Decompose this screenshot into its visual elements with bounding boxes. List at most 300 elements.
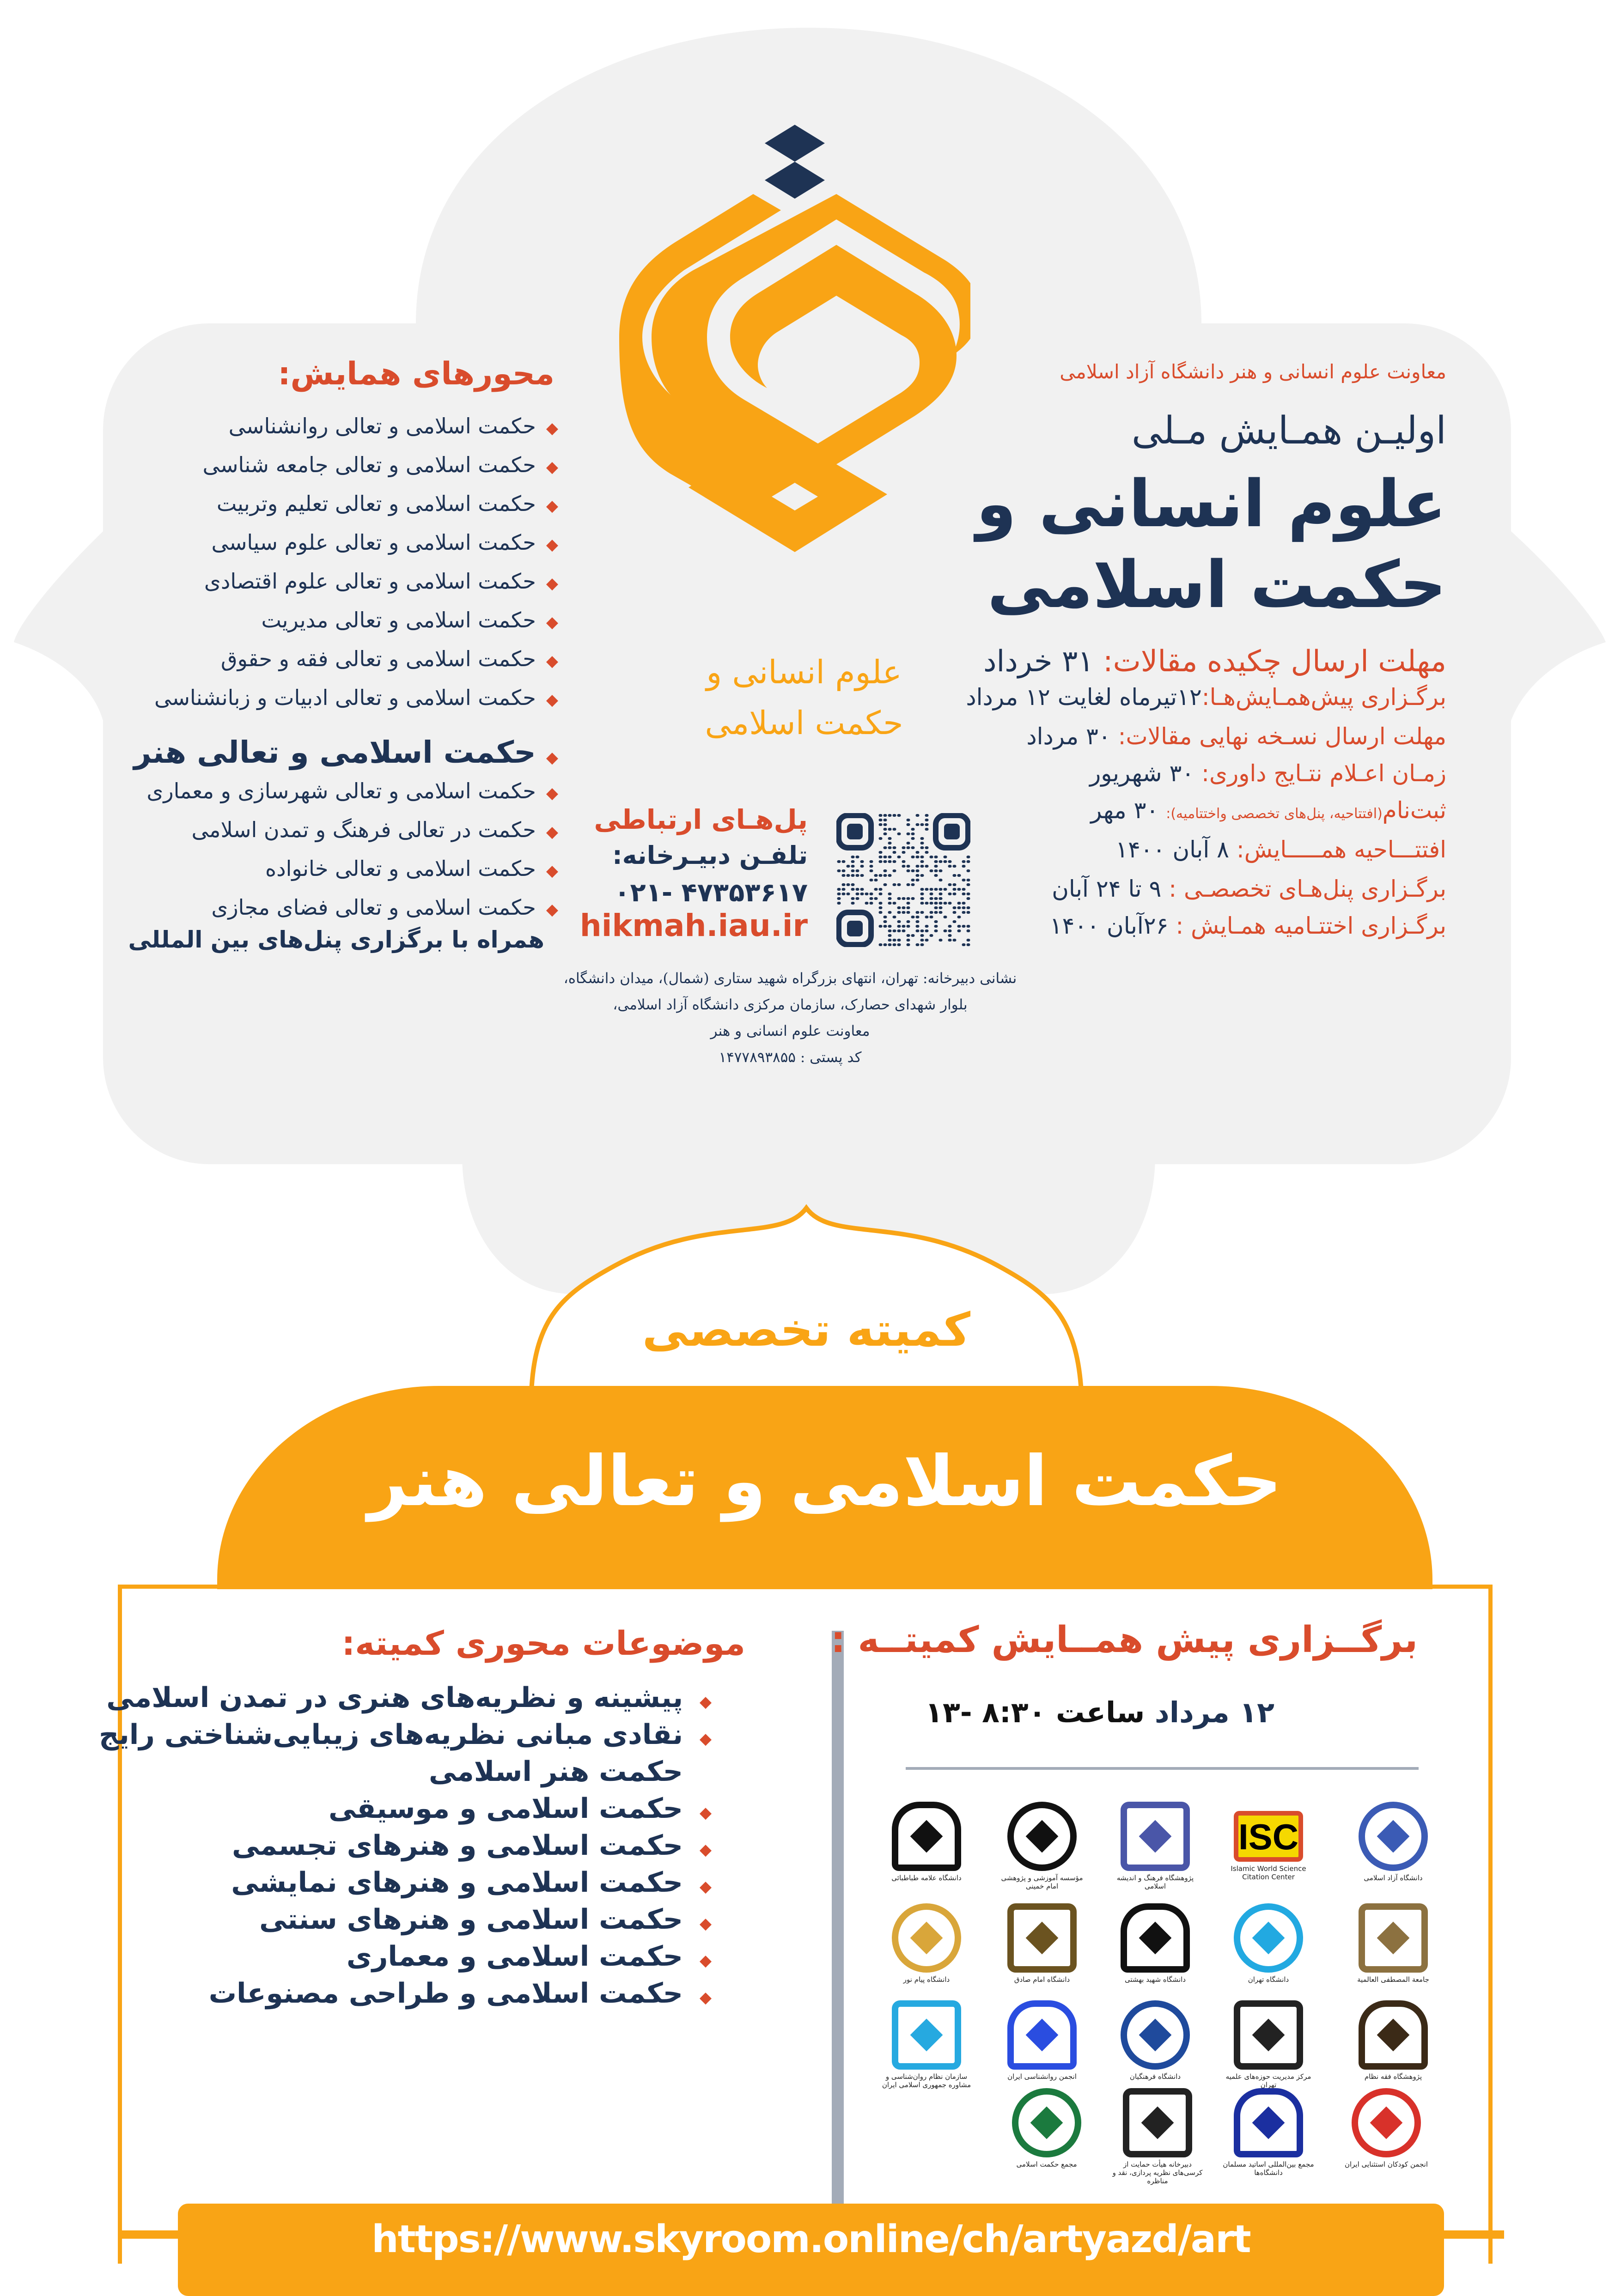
qr-module: [902, 911, 906, 914]
al-mustafa-icon: [1359, 1903, 1428, 1973]
qr-module: [879, 925, 883, 928]
qr-module: [925, 925, 929, 928]
qr-module: [851, 883, 855, 886]
qr-module: [897, 883, 901, 886]
qr-module: [851, 865, 855, 868]
qr-module: [948, 902, 952, 905]
farhangian-university-icon: [1121, 2000, 1190, 2070]
payame-noor-logo: [880, 1903, 973, 2000]
pre-conference-date: ۱۲ مرداد: [1154, 1695, 1274, 1729]
logo-emblem: [1377, 1820, 1410, 1853]
qr-module: [916, 925, 920, 928]
isc-logo: [1222, 1802, 1315, 1899]
qr-module: [874, 888, 878, 891]
topic-label: پیشینه و نظریه‌های هنری در تمدن اسلامی: [106, 1682, 683, 1714]
qr-module: [893, 902, 896, 905]
qr-module: [939, 911, 943, 914]
logo-emblem: [1252, 2019, 1285, 2052]
qr-module: [902, 897, 906, 900]
topic-item: [209, 1977, 712, 2010]
qr-module: [860, 893, 864, 895]
topic-item: [232, 1829, 712, 1862]
qr-module: [916, 856, 920, 858]
qr-module: [888, 911, 892, 914]
qr-module: [851, 856, 855, 858]
qr-module: [879, 893, 883, 895]
qr-module: [888, 874, 892, 877]
bullet-icon: ◆: [546, 497, 558, 515]
qr-module: [907, 902, 910, 905]
qr-module: [893, 916, 896, 918]
axis-label: حکمت اسلامی و تعالی جامعه شناسی: [202, 452, 536, 477]
qr-module: [948, 925, 952, 928]
qr-module: [925, 939, 929, 941]
topic-label: حکمت اسلامی و هنرهای نمایشی: [231, 1866, 683, 1899]
qr-module: [879, 823, 883, 826]
qr-module: [842, 869, 846, 872]
qr-module: [907, 943, 910, 946]
qr-module: [920, 934, 924, 937]
axis-item: [221, 646, 558, 671]
qr-module: [925, 823, 929, 826]
qr-module: [907, 920, 910, 923]
qr-module: [948, 860, 952, 863]
qr-module: [851, 888, 855, 891]
bullet-icon: ◆: [546, 784, 558, 802]
topic-label: حکمت اسلامی و هنرهای سنتی: [259, 1903, 683, 1936]
azad-university-icon: [1359, 1802, 1428, 1871]
muslim-professors-icon: [1234, 2088, 1303, 2157]
qr-module: [953, 874, 957, 877]
al-mustafa-logo: [1347, 1903, 1439, 2000]
axis-item: [154, 685, 558, 710]
qr-module: [870, 879, 873, 881]
qr-module: [897, 920, 901, 923]
qr-module: [911, 869, 915, 872]
qr-module: [888, 860, 892, 863]
qr-module: [957, 888, 961, 891]
bullet-icon: ◆: [699, 1804, 712, 1822]
tehran-university-logo: [1222, 1903, 1315, 2000]
exceptional-children-icon: [1352, 2088, 1421, 2157]
qr-module: [902, 906, 906, 909]
qr-module: [920, 860, 924, 863]
axis-label: حکمت اسلامی و تعالی مدیریت: [261, 607, 536, 632]
qr-module: [962, 911, 966, 914]
qr-module: [967, 906, 970, 909]
qr-module: [920, 874, 924, 877]
qr-module: [851, 897, 855, 900]
qr-module: [888, 939, 892, 941]
logo-calligraphy: علوم انسانی و حکمت اسلامی: [705, 653, 903, 742]
date-value: ۳۰ مرداد: [1026, 723, 1118, 750]
qr-module: [967, 943, 970, 946]
qr-module: [856, 869, 859, 872]
qr-module: [893, 929, 896, 932]
logo-emblem: [1139, 1820, 1172, 1853]
qr-module: [939, 888, 943, 891]
qr-module: [953, 888, 957, 891]
beheshti-university-icon: [1121, 1903, 1190, 1973]
date-label: برگـزاری اختتـامیه همـایش :: [1176, 912, 1446, 939]
qr-module: [897, 929, 901, 932]
qr-module: [948, 865, 952, 868]
qr-module: [916, 920, 920, 923]
qr-module: [884, 828, 887, 831]
qr-module: [897, 943, 901, 946]
qr-module: [934, 906, 938, 909]
date-row: [1026, 723, 1446, 750]
axis-label: حکمت اسلامی و تعالی فضای مجازی: [211, 895, 536, 920]
date-row: [1090, 760, 1446, 787]
topic-item: [259, 1903, 712, 1936]
logo-caption: مجمع بین‌المللی اساتید مسلمان دانشگاه‌ها: [1223, 2160, 1314, 2177]
qr-module: [911, 856, 915, 858]
conference-title-line1: علوم انسانی و: [976, 467, 1446, 542]
address-line: کد پستی : ۱۴۷۷۸۹۳۸۵۵: [719, 1049, 862, 1066]
logo-caption: دانشگاه پیام نور: [903, 1975, 950, 1984]
qr-module: [953, 865, 957, 868]
date-value: ۳۰ شهریور: [1090, 760, 1202, 787]
qr-module: [897, 911, 901, 914]
qr-module: [962, 888, 966, 891]
qr-module: [888, 929, 892, 932]
logo-caption: دانشگاه فرهنگیان: [1129, 2072, 1181, 2081]
topic-label: حکمت اسلامی و طراحی مصنوعات: [208, 1977, 683, 2010]
date-note: (افتتاحیه، پنل‌های تخصصی واختتامیه):: [1166, 806, 1383, 822]
conference-title-line2: حکمت اسلامی: [987, 547, 1446, 623]
qr-module: [870, 902, 873, 905]
qr-module: [957, 906, 961, 909]
qr-module: [907, 832, 910, 835]
qr-module: [925, 929, 929, 932]
qr-module: [911, 916, 915, 918]
qr-module: [934, 865, 938, 868]
bullet-icon: ◆: [699, 1914, 712, 1933]
qr-module: [884, 883, 887, 886]
qr-module: [884, 925, 887, 928]
qr-module: [911, 832, 915, 835]
qr-module: [925, 851, 929, 854]
qr-module: [888, 897, 892, 900]
qr-module: [934, 929, 938, 932]
qr-module: [851, 902, 855, 905]
qr-module: [920, 911, 924, 914]
qr-module: [837, 893, 841, 895]
qr-module: [856, 897, 859, 900]
column-divider: [832, 1631, 844, 2222]
qr-module: [884, 869, 887, 872]
logo-caption: دبیرخانه هیأت حمایت از کرسی‌های نظریه پردازی، نقد و مناظره: [1112, 2160, 1203, 2185]
qr-module: [967, 879, 970, 881]
qr-module: [897, 939, 901, 941]
qr-module: [888, 925, 892, 928]
qr-module: [962, 879, 966, 881]
axis-item: [265, 856, 558, 881]
qr-module: [948, 883, 952, 886]
feqh-institute-icon: [1359, 2000, 1428, 2070]
research-institute-logo: [1109, 1802, 1201, 1899]
qr-module: [939, 906, 943, 909]
axis-item: [261, 607, 558, 632]
qr-module: [897, 814, 901, 817]
qr-module: [920, 893, 924, 895]
qr-module: [967, 897, 970, 900]
logo-caption: انجمن کودکان استثنایی ایران: [1344, 2160, 1428, 2168]
topic-label: حکمت اسلامی و موسیقی: [329, 1792, 683, 1825]
theory-chairs-logo: [1111, 2088, 1204, 2185]
bullet-icon: ◆: [546, 900, 558, 919]
logo-caption: دانشگاه علامه طباطبائی: [891, 1874, 962, 1882]
topic-item: [106, 1682, 712, 1714]
qr-module: [953, 920, 957, 923]
qr-code-icon: [836, 813, 970, 947]
qr-module: [953, 906, 957, 909]
qr-module: [884, 832, 887, 835]
qr-module: [967, 860, 970, 863]
qr-module: [907, 883, 910, 886]
qr-module: [902, 846, 906, 849]
qr-module: [962, 902, 966, 905]
theory-chairs-icon: [1123, 2088, 1192, 2157]
exceptional-children-logo: [1340, 2088, 1432, 2185]
qr-module: [897, 925, 901, 928]
qr-module: [847, 893, 850, 895]
qr-module: [911, 837, 915, 840]
qr-module: [870, 897, 873, 900]
qr-module: [856, 893, 859, 895]
farhangian-university-logo: [1109, 2000, 1201, 2097]
qr-module: [967, 939, 970, 941]
imam-khomeini-institute-logo: [996, 1802, 1088, 1899]
logo-emblem: [910, 2019, 943, 2052]
committee-label: کمیته تخصصی: [642, 1303, 971, 1357]
qr-module: [920, 865, 924, 868]
topic-label: نقادی مبانی نظریه‌های زیبایی‌شناختی رایج: [99, 1719, 683, 1751]
logo-caption: مجمع حکمت اسلامی: [1016, 2160, 1077, 2168]
date-value: ۹ تا ۲۴ آبان: [1052, 875, 1169, 902]
qr-module: [939, 893, 943, 895]
qr-module: [916, 929, 920, 932]
qr-module: [916, 869, 920, 872]
logo-emblem: [1139, 1922, 1172, 1955]
qr-module: [860, 888, 864, 891]
qr-module: [939, 939, 943, 941]
qr-module: [930, 856, 933, 858]
qr-module: [879, 906, 883, 909]
isc-icon: ISC: [1234, 1811, 1303, 1862]
allameh-university-logo: [880, 1802, 973, 1899]
qr-module: [907, 869, 910, 872]
qr-module: [884, 860, 887, 863]
bullet-icon: ◆: [546, 574, 558, 593]
logo-caption: دانشگاه امام صادق: [1014, 1975, 1070, 1984]
qr-module: [920, 842, 924, 844]
qr-module: [842, 883, 846, 886]
topic-item: [429, 1755, 712, 1788]
qr-module: [879, 911, 883, 914]
date-value: ۸ آبان ۱۴۰۰: [1115, 836, 1237, 863]
date-label: برگـزاری پنل‌هـای تخصصـی :: [1169, 875, 1446, 902]
address-line: معاونت علوم انسانی و هنر: [710, 1023, 870, 1039]
horizontal-divider: [906, 1767, 1419, 1770]
seminary-management-icon: [1234, 2000, 1303, 2070]
contact-heading: پل‌هـای ارتباطی: [594, 804, 808, 835]
topics-heading: موضوعات محوری کمیته:: [341, 1624, 745, 1663]
qr-module: [870, 893, 873, 895]
qr-module: [911, 879, 915, 881]
logo-caption: دانشگاه آزاد اسلامی: [1364, 1874, 1423, 1882]
qr-module: [893, 869, 896, 872]
date-value: ۱۲تیرماه لغایت ۱۲ مرداد: [966, 684, 1202, 711]
qr-module: [948, 929, 952, 932]
seminary-management-logo: [1222, 2000, 1315, 2097]
psychology-council-icon: [892, 2000, 961, 2070]
axis-item: [212, 530, 558, 555]
qr-module: [967, 883, 970, 886]
axis-item: [191, 817, 558, 842]
qr-module: [920, 943, 924, 946]
bullet-icon: ◆: [546, 691, 558, 709]
qr-module: [879, 860, 883, 863]
qr-module: [888, 943, 892, 946]
qr-module: [920, 823, 924, 826]
axis-item: [217, 491, 558, 516]
bullet-icon: ◆: [699, 1730, 712, 1748]
qr-module: [916, 879, 920, 881]
logo-caption: پژوهشگاه فقه نظام: [1364, 2072, 1422, 2081]
allameh-university-icon: [892, 1802, 961, 1871]
qr-module: [879, 902, 883, 905]
qr-module: [902, 925, 906, 928]
qr-module: [888, 837, 892, 840]
qr-module: [948, 934, 952, 937]
date-label: زمـان اعـلام نتـایج داوری:: [1201, 760, 1446, 787]
qr-module: [916, 865, 920, 868]
qr-module: [884, 916, 887, 918]
logo-emblem: [1139, 2019, 1172, 2052]
qr-module: [925, 846, 929, 849]
axis-item: [146, 778, 558, 803]
topic-item: [231, 1866, 712, 1899]
date-value: ۲۶آبان ۱۴۰۰: [1049, 912, 1176, 939]
logo-emblem: [1252, 1922, 1285, 1955]
qr-module: [916, 814, 920, 817]
qr-module: [911, 883, 915, 886]
qr-module: [879, 814, 883, 817]
azad-university-logo: [1347, 1802, 1439, 1899]
date-row: [966, 684, 1446, 711]
axis-label: حکمت اسلامی و تعالی روانشناسی: [228, 413, 536, 438]
committee-title: حکمت اسلامی و تعالی هنر: [367, 1441, 1282, 1522]
muslim-professors-logo: [1222, 2088, 1315, 2185]
qr-module: [874, 879, 878, 881]
axes-footer: همراه با برگزاری پنل‌های بین المللی: [128, 926, 544, 953]
qr-module: [962, 925, 966, 928]
topic-label: حکمت هنر اسلامی: [428, 1755, 683, 1788]
conference-logo-icon: [619, 125, 970, 656]
logo-emblem: [910, 1820, 943, 1853]
qr-module: [874, 874, 878, 877]
date-row: [1091, 797, 1446, 824]
bullet-icon: ◆: [546, 862, 558, 880]
address-line: بلوار شهدای حصارک، سازمان مرکزی دانشگاه آزاد اسلامی،: [613, 996, 968, 1013]
qr-module: [934, 869, 938, 872]
topic-item: [99, 1719, 712, 1751]
bullet-icon: ◆: [546, 652, 558, 670]
date-row: [1115, 836, 1446, 863]
qr-module: [934, 920, 938, 923]
date-value: ۳۱ خرداد: [983, 644, 1103, 679]
qr-module: [925, 902, 929, 905]
date-label: مهلت ارسال چکیده مقالات:: [1103, 644, 1446, 679]
qr-module: [851, 860, 855, 863]
qr-module: [897, 856, 901, 858]
logo-caption: دانشگاه تهران: [1248, 1975, 1289, 1984]
qr-module: [893, 814, 896, 817]
committee-dome: [522, 1201, 1091, 1395]
qr-module: [944, 929, 947, 932]
conference-subtitle: اولیـن همـایش مـلی: [1131, 409, 1446, 453]
qr-module: [925, 916, 929, 918]
qr-module: [944, 860, 947, 863]
imam-sadiq-logo: [996, 1903, 1088, 2000]
qr-module: [893, 883, 896, 886]
psychological-association-icon: [1007, 2000, 1077, 2070]
qr-module: [902, 929, 906, 932]
qr-module: [925, 828, 929, 831]
qr-module: [934, 860, 938, 863]
logo-emblem: [1252, 2107, 1285, 2139]
website-link[interactable]: hikmah.iau.ir: [579, 908, 808, 943]
date-row: [1052, 875, 1446, 902]
qr-module: [902, 865, 906, 868]
logo-emblem: [1026, 1820, 1059, 1853]
qr-module: [953, 939, 957, 941]
qr-module: [888, 842, 892, 844]
qr-module: [860, 865, 864, 868]
phone-label: تلفـن دبیـرخانه:: [612, 841, 808, 870]
pre-conference-time: ساعت ۸:۳۰ -۱۳: [925, 1695, 1155, 1729]
qr-module: [953, 911, 957, 914]
topic-label: حکمت اسلامی و هنرهای تجسمی: [232, 1829, 683, 1862]
bullet-icon: ◆: [546, 535, 558, 554]
qr-module: [930, 888, 933, 891]
qr-module: [916, 911, 920, 914]
logo-emblem: [910, 1922, 943, 1955]
qr-module: [874, 897, 878, 900]
qr-module: [879, 888, 883, 891]
logo-emblem: [1377, 2019, 1410, 2052]
qr-module: [902, 851, 906, 854]
qr-module: [920, 837, 924, 840]
qr-module: [967, 925, 970, 928]
axis-item: [229, 413, 558, 438]
online-session-link[interactable]: https://www.skyroom.online/ch/artyazd/art: [372, 2217, 1250, 2261]
qr-module: [907, 865, 910, 868]
qr-module: [925, 865, 929, 868]
axis-label: حکمت اسلامی و تعالی فقه و حقوق: [220, 646, 536, 671]
bullet-icon: ◆: [699, 1951, 712, 1970]
topic-item: [347, 1940, 712, 1973]
qr-module: [920, 856, 924, 858]
logo-caption: Islamic World Science Citation Center: [1231, 1865, 1306, 1881]
qr-module: [962, 893, 966, 895]
qr-module: [907, 823, 910, 826]
qr-module: [934, 925, 938, 928]
logo-caption: سازمان نظام روان‌شناسی و مشاوره جمهوری اسلامی ایران: [882, 2072, 971, 2089]
qr-module: [888, 846, 892, 849]
